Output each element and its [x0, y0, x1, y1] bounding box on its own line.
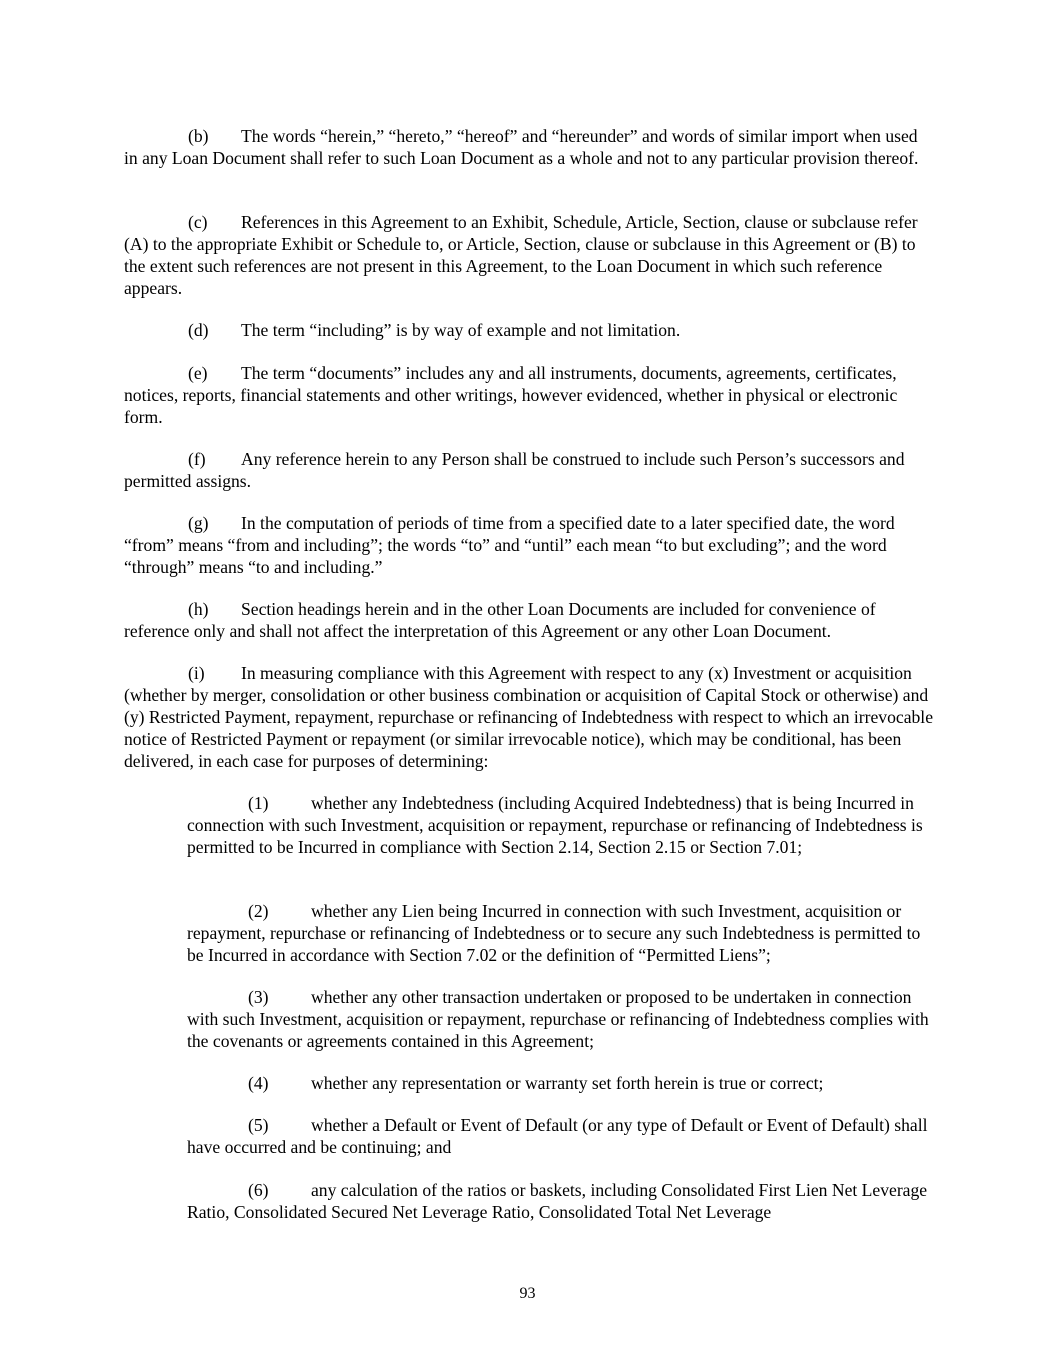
subparagraph-text: any calculation of the ratios or baskets, including Consolidated First Lien Net Leverage Ratio, Consolidated Secured Net Leverage Ratio, Consolidated Total Net Leverage	[187, 1180, 928, 1222]
paragraph-c	[124, 211, 934, 299]
subparagraph-3	[187, 986, 934, 1052]
paragraph-label: (b)	[188, 126, 209, 146]
page-number: 93	[519, 1285, 536, 1302]
subparagraph-label: (5)	[248, 1115, 269, 1135]
paragraph-d	[124, 319, 934, 341]
subparagraph-5	[187, 1114, 934, 1158]
paragraph-f	[124, 448, 934, 492]
paragraph-label: (h)	[188, 599, 209, 619]
paragraph-text: References in this Agreement to an Exhibit, Schedule, Article, Section, clause or subclause refer (A) to the appropriate Exhibit or Schedule to, or Article, Section, clause or subclause in this Agreement or (B) to the extent such references are not present in this Agreement, to the Loan Document in which such reference appears.	[124, 212, 918, 298]
subparagraph-label: (6)	[248, 1180, 269, 1200]
subparagraph-text: whether any Lien being Incurred in connection with such Investment, acquisition or repayment, repurchase or refinancing of Indebtedness or to secure any such Indebtedness is permitted to be Incurred in accordance with Section 7.02 or the definition of “Permitted Liens”;	[187, 901, 921, 965]
subparagraph-text: whether any other transaction undertaken or proposed to be undertaken in connection with such Investment, acquisition or repayment, repurchase or refinancing of Indebtedness complies with the covenants or agreements contained in this Agreement;	[187, 987, 929, 1051]
paragraph-g	[124, 512, 934, 578]
subparagraph-label: (1)	[248, 793, 269, 813]
paragraph-text: Any reference herein to any Person shall be construed to include such Person’s successors and permitted assigns.	[124, 449, 905, 491]
subparagraph-label: (3)	[248, 987, 269, 1007]
paragraph-text: The term “documents” includes any and all instruments, documents, agreements, certificates, notices, reports, financial statements and other writings, however evidenced, whether in physical or electronic form.	[124, 363, 898, 427]
paragraph-label: (g)	[188, 513, 209, 533]
subparagraph-2	[187, 900, 934, 966]
subparagraph-4	[187, 1072, 934, 1094]
paragraph-label: (i)	[188, 663, 205, 683]
paragraph-text: The words “herein,” “hereto,” “hereof” and “hereunder” and words of similar import when used in any Loan Document shall refer to such Loan Document as a whole and not to any particular provision thereof.	[124, 126, 919, 168]
paragraph-text: Section headings herein and in the other Loan Documents are included for convenience of reference only and shall not affect the interpretation of this Agreement or any other Loan Document.	[124, 599, 876, 641]
paragraph-label: (f)	[188, 449, 206, 469]
subparagraph-text: whether any representation or warranty set forth herein is true or correct;	[311, 1073, 824, 1093]
paragraph-label: (d)	[188, 320, 209, 340]
paragraph-label: (c)	[188, 212, 208, 232]
subparagraph-label: (4)	[248, 1073, 269, 1093]
paragraph-e	[124, 362, 934, 428]
paragraph-text: In measuring compliance with this Agreement with respect to any (x) Investment or acquisition (whether by merger, consolidation or other business combination or acquisition of Capital Stock or otherwise) and (y) Restricted Payment, repayment, repurchase or refinancing of Indebtedness with respect to which an irrevocable notice of Restricted Payment or repayment (or similar irrevocable notice), which may be conditional, has been delivered, in each case for purposes of determining:	[124, 663, 934, 771]
paragraph-text: The term “including” is by way of example and not limitation.	[241, 320, 681, 340]
paragraph-b	[124, 125, 934, 169]
paragraph-label: (e)	[188, 363, 208, 383]
paragraph-h	[124, 598, 934, 642]
subparagraph-1	[187, 792, 934, 858]
subparagraph-text: whether a Default or Event of Default (or any type of Default or Event of Default) shall have occurred and be continuing; and	[187, 1115, 928, 1157]
paragraph-i	[124, 662, 934, 772]
paragraph-text: In the computation of periods of time from a specified date to a later specified date, the word “from” means “from and including”; the words “to” and “until” each mean “to but excluding”; and the word “through” means “to and including.”	[124, 513, 895, 577]
subparagraph-label: (2)	[248, 901, 269, 921]
subparagraph-6	[187, 1179, 934, 1223]
subparagraph-text: whether any Indebtedness (including Acquired Indebtedness) that is being Incurred in connection with such Investment, acquisition or repayment, repurchase or refinancing of Indebtedness is permitted to be Incurred in compliance with Section 2.14, Section 2.15 or Section 7.01;	[187, 793, 923, 857]
